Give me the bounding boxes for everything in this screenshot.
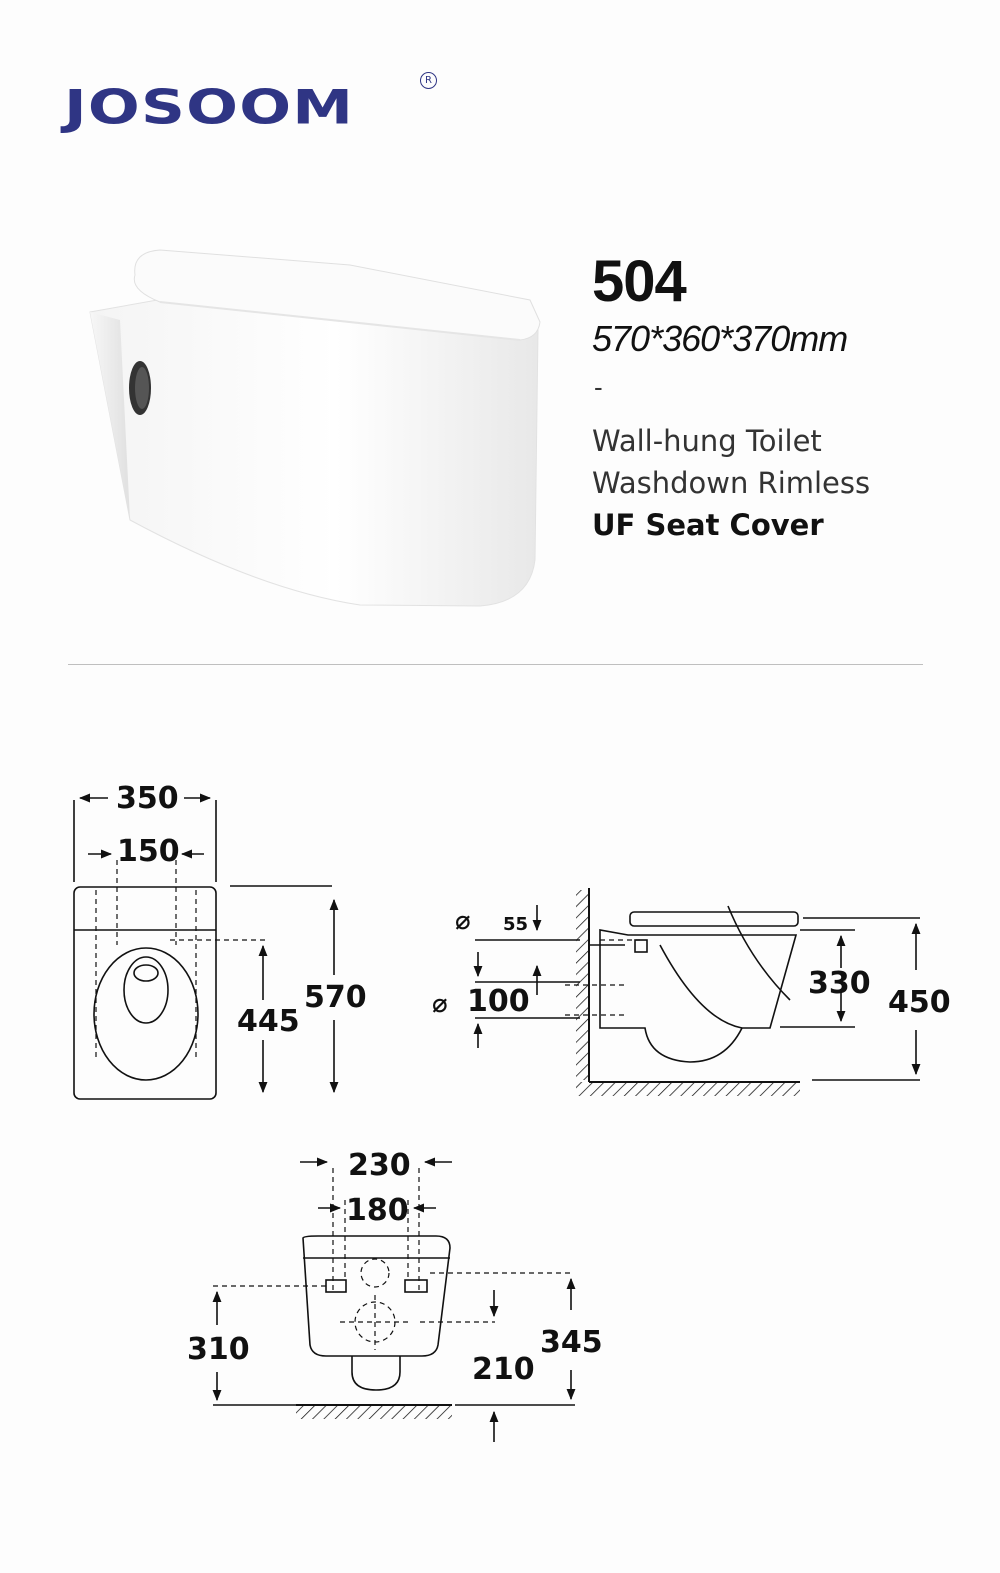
- technical-drawing: [0, 700, 1000, 1560]
- dim-rear-height-right: 345: [540, 1325, 603, 1360]
- registered-mark-icon: R: [420, 72, 437, 89]
- dim-top-bolt-depth: 445: [237, 1004, 300, 1039]
- dim-top-length: 570: [304, 980, 367, 1015]
- dim-top-width-total: 350: [116, 781, 179, 816]
- diameter-symbol-small: ⌀: [455, 906, 471, 936]
- dim-side-total-height: 450: [888, 985, 951, 1020]
- feature-flush: Washdown Rimless: [592, 466, 871, 500]
- dim-rear-height-left: 310: [187, 1332, 250, 1367]
- feature-seat: UF Seat Cover: [592, 508, 824, 542]
- section-divider: [68, 664, 923, 665]
- toilet-product-image: [60, 230, 560, 620]
- dim-side-outlet-diameter: 100: [467, 984, 530, 1019]
- feature-type: Wall-hung Toilet: [592, 424, 822, 458]
- dim-top-width-inner: 150: [117, 834, 180, 869]
- dim-rear-bolt-inner: 180: [346, 1193, 409, 1228]
- top-view: [74, 798, 334, 1099]
- brand-logo: JOSOOM: [64, 80, 355, 136]
- dim-rear-bolt-outer: 230: [348, 1148, 411, 1183]
- diameter-symbol-large: ⌀: [432, 989, 448, 1019]
- product-size: 570*360*370mm: [592, 318, 848, 359]
- dim-rear-height-center: 210: [472, 1352, 535, 1387]
- dim-side-inlet-offset: 55: [503, 914, 529, 935]
- product-model: 504: [592, 249, 686, 314]
- dim-side-inlet-height: 330: [808, 966, 871, 1001]
- separator: -: [594, 372, 603, 402]
